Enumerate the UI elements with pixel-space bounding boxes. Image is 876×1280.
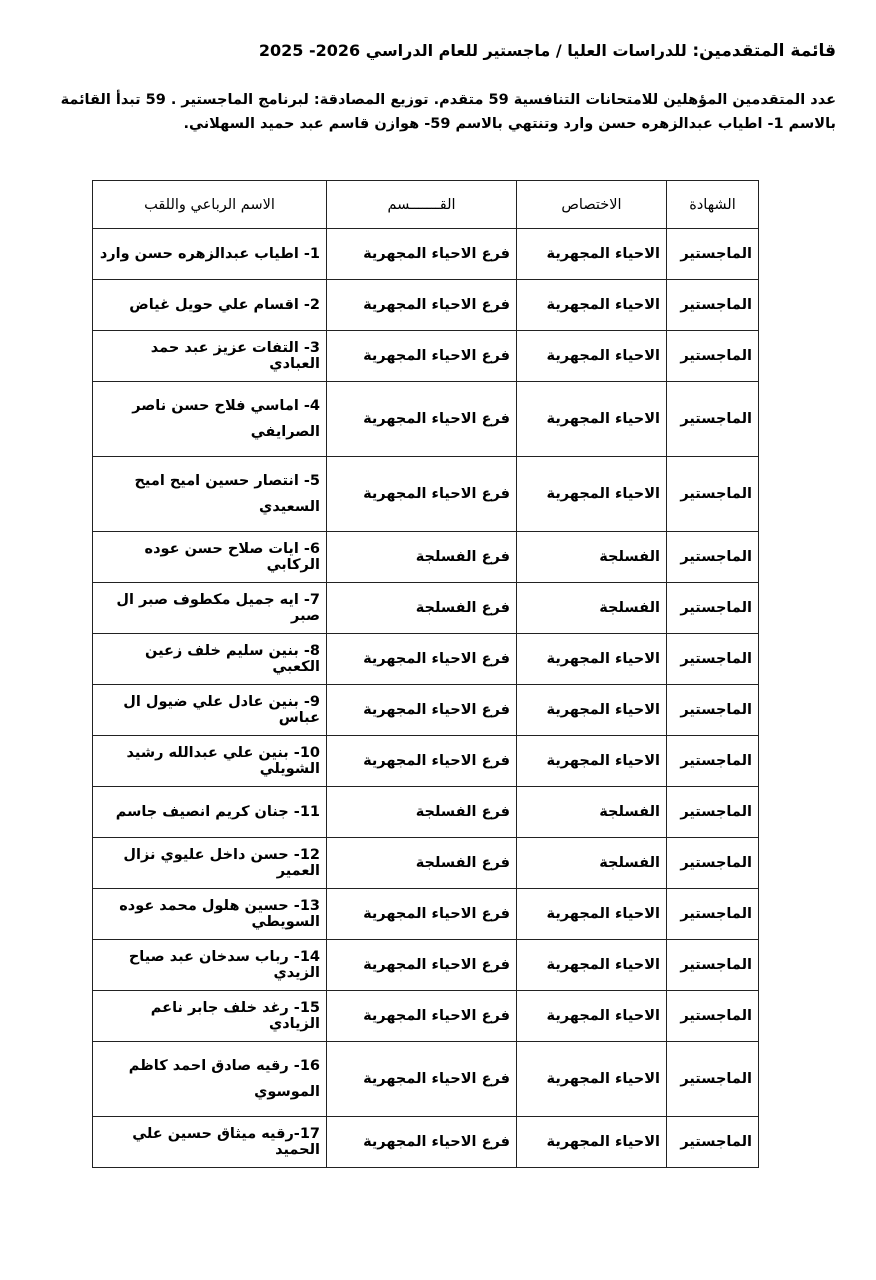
cell-name: 17-رقيه ميثاق حسين علي الحميد bbox=[93, 1117, 327, 1168]
cell-degree: الماجستير bbox=[667, 991, 759, 1042]
cell-name: 12- حسن داخل عليوي نزال العمير bbox=[93, 838, 327, 889]
cell-name: 1- اطياب عبدالزهره حسن وارد bbox=[93, 229, 327, 280]
header-specialization: الاختصاص bbox=[517, 181, 667, 229]
table-row bbox=[93, 736, 759, 787]
table-header-row bbox=[93, 181, 759, 229]
table-row bbox=[93, 634, 759, 685]
cell-name: 4- اماسي فلاح حسن ناصر الصرايفي bbox=[93, 382, 327, 457]
cell-specialization: الاحياء المجهرية bbox=[517, 634, 667, 685]
cell-degree: الماجستير bbox=[667, 382, 759, 457]
table-row bbox=[93, 685, 759, 736]
header-degree: الشهادة bbox=[667, 181, 759, 229]
cell-name: 3- التفات عزيز عبد حمد العبادي bbox=[93, 331, 327, 382]
cell-specialization: الاحياء المجهرية bbox=[517, 457, 667, 532]
cell-department: فرع الفسلجة bbox=[327, 532, 517, 583]
cell-specialization: الاحياء المجهرية bbox=[517, 1117, 667, 1168]
table-row bbox=[93, 532, 759, 583]
cell-name: 2- اقسام علي حويل غياض bbox=[93, 280, 327, 331]
table-row bbox=[93, 787, 759, 838]
cell-specialization: الاحياء المجهرية bbox=[517, 382, 667, 457]
cell-specialization: الاحياء المجهرية bbox=[517, 991, 667, 1042]
header-department: القـــــــسم bbox=[327, 181, 517, 229]
cell-degree: الماجستير bbox=[667, 838, 759, 889]
table-row bbox=[93, 583, 759, 634]
table-row bbox=[93, 1042, 759, 1117]
table-row bbox=[93, 991, 759, 1042]
cell-specialization: الاحياء المجهرية bbox=[517, 229, 667, 280]
title-lead: قائمة المتقدمين: bbox=[692, 41, 836, 61]
cell-specialization: الاحياء المجهرية bbox=[517, 280, 667, 331]
cell-department: فرع الفسلجة bbox=[327, 838, 517, 889]
cell-department: فرع الاحياء المجهرية bbox=[327, 1042, 517, 1117]
table-row bbox=[93, 838, 759, 889]
cell-specialization: الاحياء المجهرية bbox=[517, 1042, 667, 1117]
cell-department: فرع الاحياء المجهرية bbox=[327, 382, 517, 457]
table-row bbox=[93, 940, 759, 991]
cell-name: 10- بنين علي عبدالله رشيد الشويلي bbox=[93, 736, 327, 787]
cell-name: 9- بنين عادل علي ضيول ال عباس bbox=[93, 685, 327, 736]
cell-degree: الماجستير bbox=[667, 889, 759, 940]
cell-name: 16- رقيه صادق احمد كاظم الموسوي bbox=[93, 1042, 327, 1117]
table-row bbox=[93, 280, 759, 331]
cell-name: 6- ايات صلاح حسن عوده الركابي bbox=[93, 532, 327, 583]
cell-name: 14- رباب سدخان عبد صياح الزيدي bbox=[93, 940, 327, 991]
cell-name: 13- حسين هلول محمد عوده السويطي bbox=[93, 889, 327, 940]
cell-name: 5- انتصار حسين اميح اميح السعيدي bbox=[93, 457, 327, 532]
cell-specialization: الفسلجة bbox=[517, 532, 667, 583]
cell-department: فرع الاحياء المجهرية bbox=[327, 685, 517, 736]
cell-department: فرع الاحياء المجهرية bbox=[327, 331, 517, 382]
cell-degree: الماجستير bbox=[667, 634, 759, 685]
cell-degree: الماجستير bbox=[667, 685, 759, 736]
cell-degree: الماجستير bbox=[667, 229, 759, 280]
cell-name: 7- ايه جميل مكطوف صبر ال صبر bbox=[93, 583, 327, 634]
cell-name: 8- بنين سليم خلف زعين الكعبي bbox=[93, 634, 327, 685]
cell-specialization: الاحياء المجهرية bbox=[517, 889, 667, 940]
cell-department: فرع الفسلجة bbox=[327, 787, 517, 838]
cell-degree: الماجستير bbox=[667, 940, 759, 991]
applicants-table bbox=[92, 180, 759, 1168]
intro-paragraph: عدد المتقدمين المؤهلين للامتحانات التنافسية 59 متقدم. توزيع المصادقة: لبرنامج الماجستير . 59 تبدأ القائمة بالاسم 1- اطياب عبدالزهره حسن وارد وتنتهي بالاسم 59- هوازن قاسم عبد حميد السهلاني. bbox=[60, 92, 836, 132]
document-title bbox=[40, 40, 836, 62]
table-body bbox=[93, 229, 759, 1168]
cell-specialization: الفسلجة bbox=[517, 838, 667, 889]
cell-department: فرع الاحياء المجهرية bbox=[327, 280, 517, 331]
table-row bbox=[93, 382, 759, 457]
cell-department: فرع الاحياء المجهرية bbox=[327, 991, 517, 1042]
cell-department: فرع الفسلجة bbox=[327, 583, 517, 634]
cell-name: 11- جنان كريم انصيف جاسم bbox=[93, 787, 327, 838]
cell-degree: الماجستير bbox=[667, 1117, 759, 1168]
table-row bbox=[93, 457, 759, 532]
cell-name: 15- رغد خلف جابر ناعم الزيادي bbox=[93, 991, 327, 1042]
cell-department: فرع الاحياء المجهرية bbox=[327, 736, 517, 787]
cell-degree: الماجستير bbox=[667, 331, 759, 382]
cell-degree: الماجستير bbox=[667, 457, 759, 532]
cell-department: فرع الاحياء المجهرية bbox=[327, 229, 517, 280]
cell-specialization: الاحياء المجهرية bbox=[517, 940, 667, 991]
table-row bbox=[93, 889, 759, 940]
header-name: الاسم الرباعي واللقب bbox=[93, 181, 327, 229]
title-rest: للدراسات العليا / ماجستير للعام الدراسي 2026- 2025 bbox=[258, 41, 693, 60]
cell-specialization: الاحياء المجهرية bbox=[517, 685, 667, 736]
table-row bbox=[93, 331, 759, 382]
cell-department: فرع الاحياء المجهرية bbox=[327, 940, 517, 991]
table-row bbox=[93, 229, 759, 280]
cell-degree: الماجستير bbox=[667, 583, 759, 634]
cell-department: فرع الاحياء المجهرية bbox=[327, 457, 517, 532]
cell-specialization: الاحياء المجهرية bbox=[517, 331, 667, 382]
cell-degree: الماجستير bbox=[667, 1042, 759, 1117]
cell-department: فرع الاحياء المجهرية bbox=[327, 1117, 517, 1168]
cell-specialization: الاحياء المجهرية bbox=[517, 736, 667, 787]
cell-specialization: الفسلجة bbox=[517, 583, 667, 634]
cell-department: فرع الاحياء المجهرية bbox=[327, 634, 517, 685]
cell-specialization: الفسلجة bbox=[517, 787, 667, 838]
table-row bbox=[93, 1117, 759, 1168]
cell-degree: الماجستير bbox=[667, 787, 759, 838]
cell-degree: الماجستير bbox=[667, 532, 759, 583]
cell-degree: الماجستير bbox=[667, 736, 759, 787]
cell-department: فرع الاحياء المجهرية bbox=[327, 889, 517, 940]
cell-degree: الماجستير bbox=[667, 280, 759, 331]
